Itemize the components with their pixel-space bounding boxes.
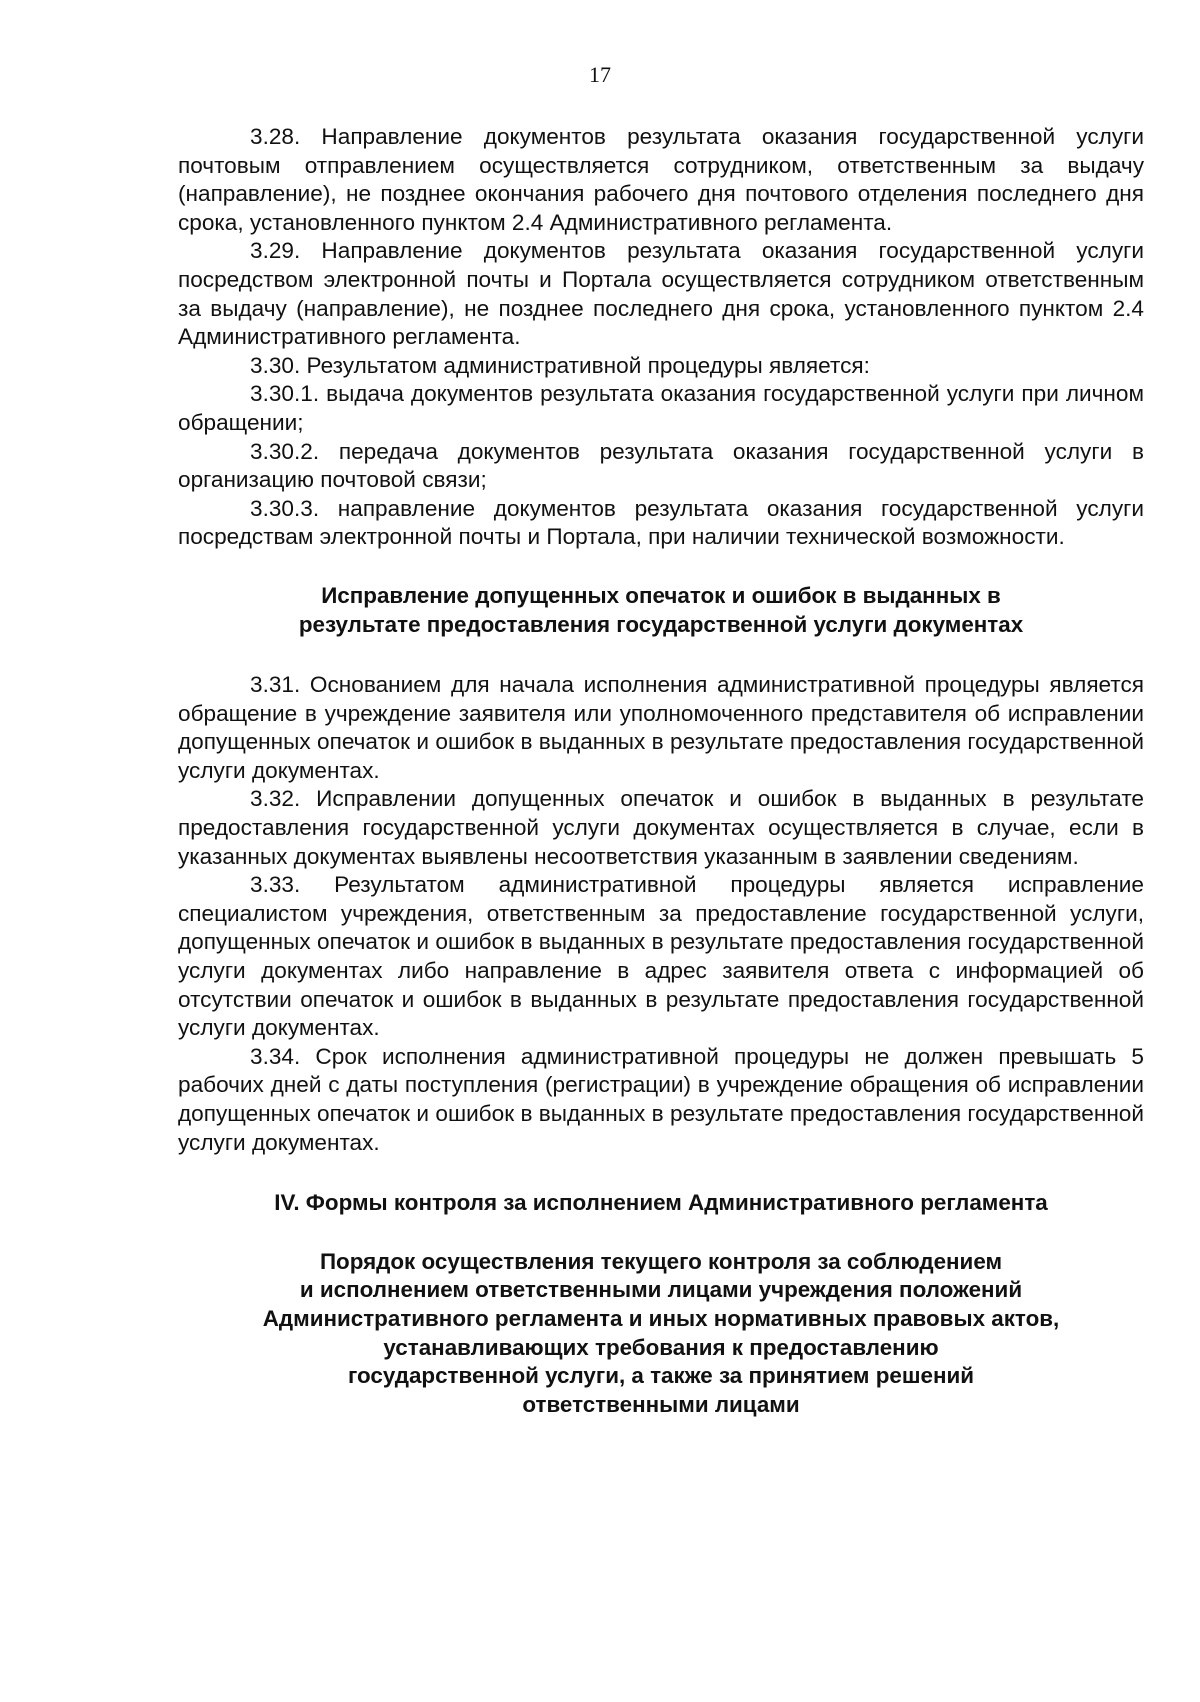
paragraph-3-33: 3.33. Результатом административной процедуры является исправление специалистом учреждения, ответственным за предоставление государственной услуги, допущенных опечаток и ошибок в выданных в результате предоставления государственной услуги документах либо направление в адрес заявителя ответа с информацией об отсутствии опечаток и ошибок в выданных в результате предоставления государственной услуги документах.: [178, 872, 1144, 1041]
heading-line: Административного регламента и иных нормативных правовых актов,: [262, 1305, 1060, 1331]
heading-line: ответственными лицами: [522, 1391, 800, 1417]
paragraph-3-30-2: 3.30.2. передача документов результата оказания государственной услуги в организацию почтовой связи;: [178, 438, 1144, 493]
document-body: [178, 123, 1144, 1419]
heading-line: государственной услуги, а также за принятием решений: [348, 1363, 974, 1389]
heading-line: и исполнением ответственными лицами учреждения положений: [299, 1277, 1023, 1303]
paragraph-3-34: 3.34. Срок исполнения административной процедуры не должен превышать 5 рабочих дней с даты поступления (регистрации) в учреждение обращения об исправлении допущенных опечаток и ошибок в выданных в результате предоставления государственной услуги документах.: [178, 1043, 1144, 1155]
section-heading-iv: IV. Формы контроля за исполнением Административного регламента: [274, 1190, 1048, 1216]
paragraph-3-32: 3.32. Исправлении допущенных опечаток и ошибок в выданных в результате предоставления государственной услуги документах осуществляется в случае, если в указанных документах выявлены несоответствия указанным в заявлении сведениям.: [178, 786, 1144, 869]
paragraph-3-30-1: 3.30.1. выдача документов результата оказания государственной услуги при личном обращении;: [178, 381, 1144, 435]
subsection-heading-control: [178, 1248, 1144, 1420]
heading-line: Исправление допущенных опечаток и ошибок в выданных в: [321, 582, 1001, 608]
paragraph-3-29: 3.29. Направление документов результата оказания государственной услуги посредством электронной почты и Портала осуществляется сотрудником ответственным за выдачу (направление), не позднее последнего дня срока, установленного пунктом 2.4 Административного регламента.: [178, 238, 1144, 350]
heading-line: результате предоставления государственной услуги документах: [298, 611, 1024, 637]
paragraph-3-28: 3.28. Направление документов результата оказания государственной услуги почтовым отправлением осуществляется сотрудником, ответственным за выдачу (направление), не позднее окончания рабочего дня почтового отделения последнего дня срока, установленного пунктом 2.4 Административного регламента.: [178, 124, 1144, 235]
heading-line: устанавливающих требования к предоставлению: [383, 1334, 939, 1360]
heading-line: Порядок осуществления текущего контроля за соблюдением: [319, 1248, 1003, 1274]
page-number: 17: [589, 62, 611, 87]
paragraph-3-30-3: 3.30.3. направление документов результата оказания государственной услуги посредствам электронной почты и Портала, при наличии технической возможности.: [178, 495, 1144, 550]
paragraph-3-31: 3.31. Основанием для начала исполнения административной процедуры является обращение в учреждение заявителя или уполномоченного представителя об исправлении допущенных опечаток и ошибок в выданных в результате предоставления государственной услуги документах.: [178, 672, 1144, 783]
paragraph-3-30: 3.30. Результатом административной процедуры является:: [250, 352, 870, 378]
subsection-heading-corrections: [178, 582, 1144, 639]
